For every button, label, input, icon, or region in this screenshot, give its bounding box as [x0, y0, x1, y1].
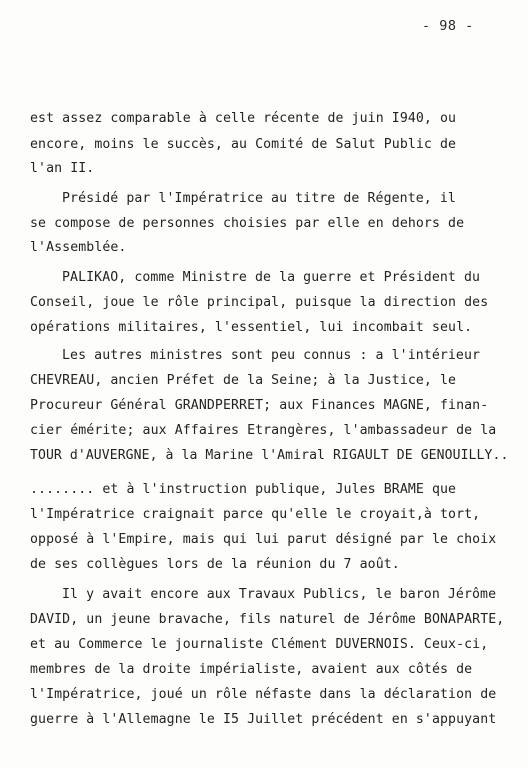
text-line: PALIKAO, comme Ministre de la guerre et Président du — [62, 270, 481, 285]
text-line: guerre à l'Allemagne le I5 Juillet précédent en s'appuyant — [30, 712, 497, 727]
text-line: l'Impératrice craignait parce qu'elle le croyait,à tort, — [30, 507, 481, 522]
text-line: opposé à l'Empire, mais qui lui parut désigné par le choix — [30, 532, 497, 547]
text-line: Procureur Général GRANDPERRET; aux Finances MAGNE, finan- — [30, 398, 489, 413]
text-line: TOUR d'AUVERGNE, à la Marine l'Amiral RIGAULT DE GENOUILLY.. — [30, 448, 509, 463]
text-line: Conseil, joue le rôle principal, puisque la direction des — [30, 295, 489, 310]
text-line: ........ et à l'instruction publique, Jules BRAME que — [30, 482, 457, 497]
text-line: et au Commerce le journaliste Clément DUVERNOIS. Ceux-ci, — [30, 637, 489, 652]
text-line: CHEVREAU, ancien Préfet de la Seine; à la Justice, le — [30, 373, 457, 388]
text-line: de ses collègues lors de la réunion du 7 août. — [30, 557, 400, 572]
text-line: Présidé par l'Impératrice au titre de Régente, il — [62, 191, 456, 206]
text-line: encore, moins le succès, au Comité de Salut Public de — [30, 137, 457, 152]
text-line: Les autres ministres sont peu connus : a l'intérieur — [62, 348, 481, 363]
text-line: l'Assemblée. — [30, 240, 127, 255]
text-line: membres de la droite impérialiste, avaient aux côtés de — [30, 662, 473, 677]
text-line: Il y avait encore aux Travaux Publics, le baron Jérôme — [62, 587, 497, 602]
text-line: DAVID, un jeune bravache, fils naturel de Jérôme BONAPARTE, — [30, 612, 505, 627]
page-number: - 98 - — [422, 18, 474, 34]
text-line: opérations militaires, l'essentiel, lui incombait seul. — [30, 320, 473, 335]
text-line: l'Impératrice, joué un rôle néfaste dans la déclaration de — [30, 687, 497, 702]
text-line: se compose de personnes choisies par elle en dehors de — [30, 216, 465, 231]
text-line: l'an II. — [30, 161, 95, 176]
text-line: est assez comparable à celle récente de juin I940, ou — [30, 111, 457, 126]
text-line: cier émérite; aux Affaires Etrangères, l'ambassadeur de la — [30, 423, 497, 438]
